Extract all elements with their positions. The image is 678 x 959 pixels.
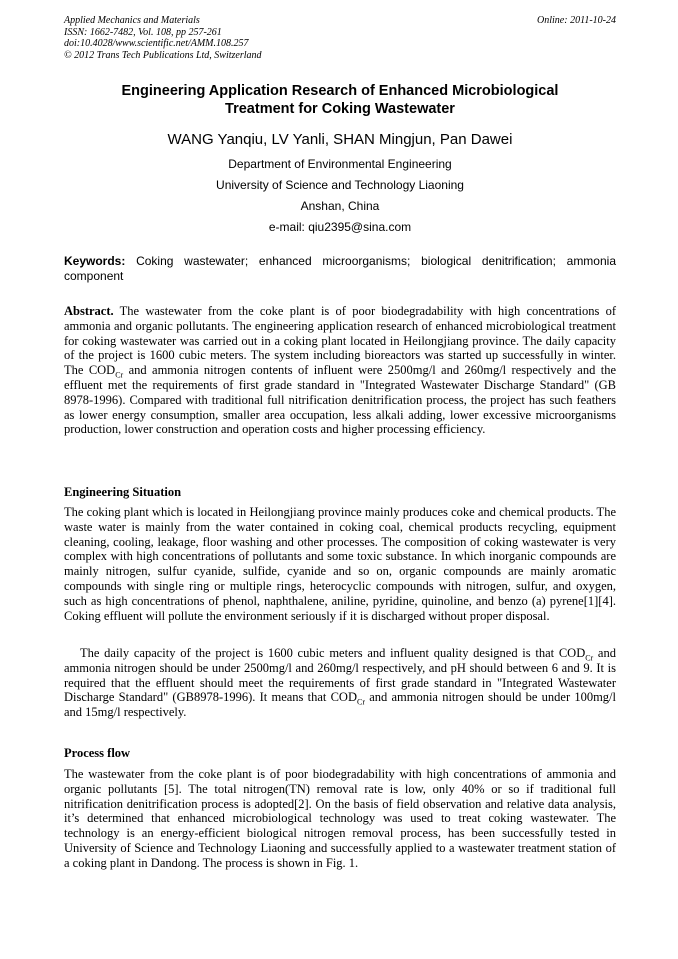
abstract-text-1: The wastewater from the coke plant is of poor biodegradability with high concentrations of ammonia and organic pollutants. The engineering application research of enhanced microbiological treatment for coking wastewater was carried out in a coking plant located in Heilongjiang province. The daily capacity of the project is 1600 cubic meters. The system including bioreactors was started up successfully in winter. The COD — [64, 304, 616, 378]
title-line-1: Engineering Application Research of Enhanced Microbiological — [121, 83, 559, 99]
section-heading-engineering-situation: Engineering Situation — [64, 485, 182, 499]
online-date: Online: 2011-10-24 — [537, 15, 616, 26]
issn-line: ISSN: 1662-7482, Vol. 108, pp 257-261 — [64, 26, 222, 38]
section1-p2-text-c: and ammonia nitrogen should be under 100mg/l and 15mg/l respectively. — [64, 690, 616, 720]
section2-paragraph-1: The wastewater from the coke plant is of poor biodegradability with high concentrations of ammonia and organic pollutants [5]. The total nitrogen(TN) removal rate is low, only 40% or so if traditional full nitrification denitrification process is adopted[2]. On the basis of field observation and relative data analysis, it’s determined that enhanced microbiological technology was used to treat coking wastewater. The technology is an energy-efficient biological nitrogen removal process, has been successfully tested in University of Science and Technology Liaoning and successfully applied to a wastewater treatment station of a coking plant in Dandong. The process is shown in Fig. 1. — [64, 767, 616, 870]
title-line-2: Treatment for Coking Wastewater — [225, 101, 455, 117]
paper-title — [64, 82, 616, 118]
section1-paragraph-2 — [64, 646, 616, 720]
copyright-line: © 2012 Trans Tech Publications Ltd, Switzerland — [64, 49, 262, 61]
authors: WANG Yanqiu, LV Yanli, SHAN Mingjun, Pan Dawei — [167, 131, 513, 148]
keywords-text: Coking wastewater; enhanced microorganisms; biological denitrification; ammonia component — [64, 254, 616, 283]
author-email: e-mail: qiu2395@sina.com — [268, 220, 412, 234]
abstract — [64, 304, 616, 437]
section1-p2-text-a: The daily capacity of the project is 1600 cubic meters and influent quality designed is that COD — [80, 646, 586, 660]
journal-name: Applied Mechanics and Materials — [64, 15, 200, 26]
abstract-text-2: and ammonia nitrogen contents of influent were 2500mg/l and 260mg/l respectively and the effluent met the requirements of first grade standard in "Integrated Wastewater Discharge Standard" (GB 8978-1996). Compared with traditional full nitrification denitrification process, the project has such feathers as lower energy consumption, smaller area occupation, less alkali adding, lower excessive microorganisms production, lower construction and operation costs and higher processing efficiency. — [64, 363, 617, 437]
affiliation-dept: Department of Environmental Engineering — [228, 157, 452, 171]
affiliation-university: University of Science and Technology Liaoning — [216, 178, 464, 192]
keywords-label: Keywords: — [64, 254, 126, 268]
section1-paragraph-1: The coking plant which is located in Heilongjiang province mainly produces coke and chemical products. The waste water is mainly from the water contained in coking coal, chemical products recycling, equipment cleaning, cooling, leakage, floor washing and other processes. The composition of coking wastewater is very complex with high concentrations of pollutants and some toxic substance. In which inorganic compounds are mainly nitrogen, sulfur cyanide, sulfide, cyanide and so on, organic compounds are mainly aromatic compounds with single ring or multiple rings, heterocyclic compounds with nitrogen, sulfur, and oxygen, such as high concentrations of phenol, naphthalene, aniline, pyridine, quinoline, and benzo (a) pyrene[1][4]. Coking effluent will pollute the environment seriously if it is discharged without proper disposal. — [64, 505, 616, 623]
journal-header — [64, 15, 616, 61]
section1-p2-sub-2: Cr — [356, 697, 365, 707]
section1-p2-text-b: and ammonia nitrogen should be under 2500mg/l and 260mg/l respectively, and pH should between 6 and 9. It is required that the effluent should meet the requirements of first grade standard in "Integrated Wastewater Discharge Standard" (GB8978-1996). It means that COD — [64, 646, 616, 705]
affiliation-city: Anshan, China — [300, 199, 380, 213]
doi-line: doi:10.4028/www.scientific.net/AMM.108.257 — [64, 38, 249, 49]
section1-p2-sub-1: Cr — [585, 653, 594, 663]
abstract-label: Abstract. — [64, 304, 114, 318]
abstract-sub: Cr — [115, 370, 124, 380]
keywords — [64, 254, 616, 284]
section-heading-process-flow: Process flow — [64, 746, 131, 760]
